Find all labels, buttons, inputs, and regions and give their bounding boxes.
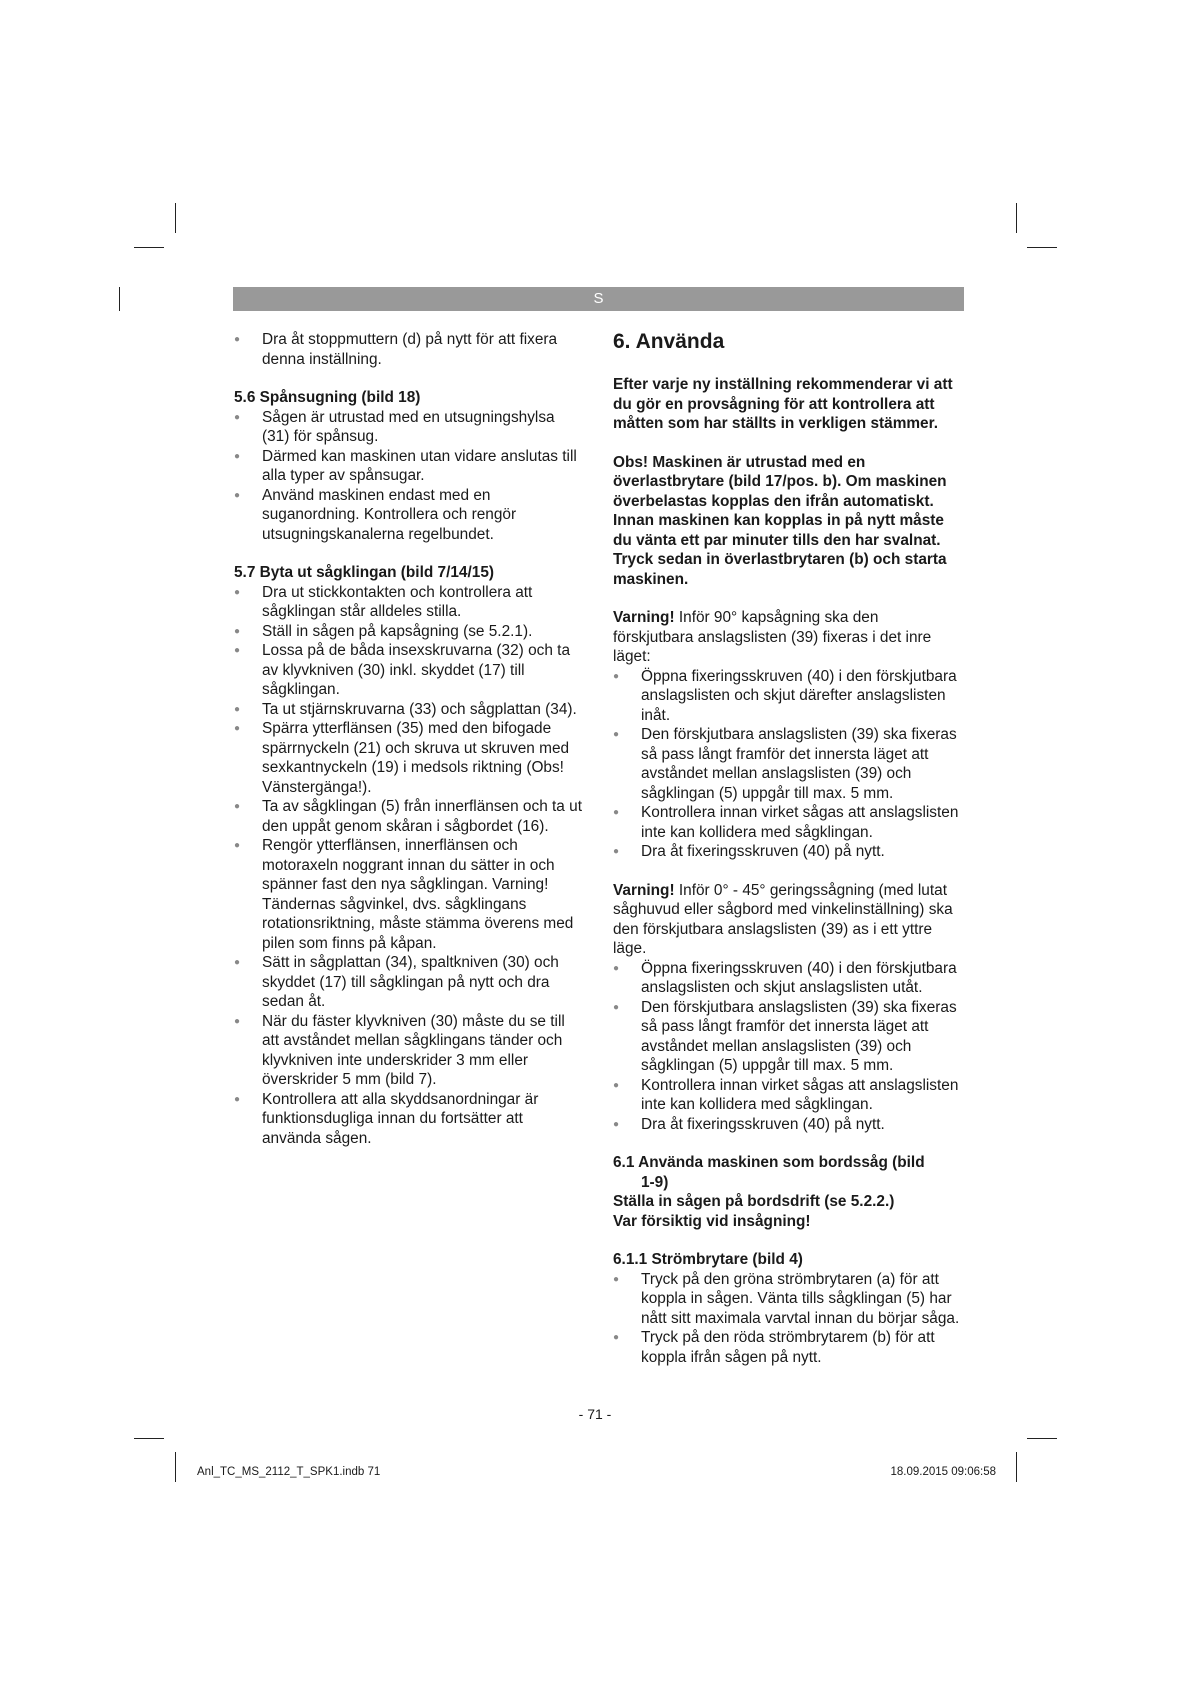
list-item: ● Ta ut stjärnskruvarna (33) och sågplattan (34). bbox=[234, 700, 586, 720]
section-heading-6-1: 6.1 Använda maskinen som bordssåg (bild bbox=[613, 1154, 925, 1171]
section-6-1-subheading: Ställa in sågen på bordsdrift (se 5.2.2.) bbox=[613, 1193, 895, 1210]
crop-mark bbox=[1027, 1438, 1057, 1439]
list-item: ● Tryck på den gröna strömbrytaren (a) för att koppla in sågen. Vänta tills sågklingan (5) har nått sitt maximala varvtal innan du börjar såga. bbox=[613, 1270, 963, 1329]
list-item: ● Tryck på den röda strömbrytarem (b) för att koppla ifrån sågen på nytt. bbox=[613, 1328, 963, 1367]
crop-mark bbox=[119, 287, 120, 311]
warning-text: Inför 0° - 45° geringssågning (med lutat såghuvud eller sågbord med vinkelinställning) ska den förskjutbara anslagslisten (39) as i ett yttre läge. bbox=[613, 881, 953, 957]
section-5-7-list bbox=[234, 583, 586, 1149]
recommendation-paragraph: Efter varje ny inställning rekommenderar vi att du gör en provsågning för att kontrollera att måtten som har ställts in verkligen stämmer. bbox=[613, 376, 953, 432]
section-heading-5-6: 5.6 Spånsugning (bild 18) bbox=[234, 389, 421, 406]
section-6-1-1-list bbox=[613, 1270, 963, 1368]
list-item: ● Ställ in sågen på kapsågning (se 5.2.1). bbox=[234, 622, 586, 642]
crop-mark bbox=[134, 1438, 164, 1439]
list-item: ● Öppna fixeringsskruven (40) i den förskjutbara anslagslisten och skjut anslagslisten utåt. bbox=[613, 959, 963, 998]
list-item: ● Dra åt fixeringsskruven (40) på nytt. bbox=[613, 1115, 963, 1135]
list-item: ● Använd maskinen endast med en suganordning. Kontrollera och rengör utsugningskanalerna regelbundet. bbox=[234, 486, 586, 545]
list-item: ● Den förskjutbara anslagslisten (39) ska fixeras så pass långt framför det innersta läget att avståndet mellan anslagslisten (39) och sågklingan (5) uppgår till max. 5 mm. bbox=[613, 998, 963, 1076]
language-label: S bbox=[593, 290, 604, 307]
overload-notice-paragraph: Obs! Maskinen är utrustad med en överlastbrytare (bild 17/pos. b). Om maskinen överbelastas kopplas den ifrån automatiskt. Innan maskinen kan kopplas in på nytt måste du vänta ett par minuter tills den har svalnat. Tryck sedan in överlastbrytaren (b) och starta maskinen. bbox=[613, 453, 947, 588]
right-column bbox=[613, 330, 963, 1367]
warning-45-paragraph bbox=[613, 881, 963, 959]
chapter-title: 6. Använda bbox=[613, 330, 725, 353]
warning-90-list bbox=[613, 667, 963, 862]
list-item: ● Kontrollera att alla skyddsanordningar är funktionsdugliga innan du fortsätter att använda sågen. bbox=[234, 1090, 586, 1149]
warning-45-list bbox=[613, 959, 963, 1135]
list-item: ● Ta av sågklingan (5) från innerflänsen och ta ut den uppåt genom skåran i sågbordet (16). bbox=[234, 797, 586, 836]
list-item: ● Sätt in sågplattan (34), spaltkniven (30) och skyddet (17) till sågklingan på nytt och dra sedan åt. bbox=[234, 953, 586, 1012]
warning-90-paragraph bbox=[613, 608, 963, 667]
list-item: ● Kontrollera innan virket sågas att anslagslisten inte kan kollidera med sågklingan. bbox=[613, 1076, 963, 1115]
print-slug-filename: Anl_TC_MS_2112_T_SPK1.indb 71 bbox=[197, 1466, 381, 1478]
list-item: ● Kontrollera innan virket sågas att anslagslisten inte kan kollidera med sågklingan. bbox=[613, 803, 963, 842]
warning-text: Inför 90° kapsågning ska den förskjutbara anslagslisten (39) fixeras i det inre läget: bbox=[613, 609, 932, 665]
crop-mark bbox=[1016, 1452, 1017, 1482]
section-5-6-list bbox=[234, 408, 586, 545]
section-heading-6-1-cont: 1-9) bbox=[641, 1173, 669, 1191]
list-item: ● Sågen är utrustad med en utsugningshylsa (31) för spånsug. bbox=[234, 408, 586, 447]
list-item: ● Spärra ytterflänsen (35) med den bifogade spärrnyckeln (21) och skruva ut skruven med sexkantnyckeln (19) i medsols riktning (Obs! Vänstergänga!). bbox=[234, 719, 586, 797]
section-6-1-caution: Var försiktig vid insågning! bbox=[613, 1212, 811, 1230]
crop-mark bbox=[134, 247, 164, 248]
list-item: ● Den förskjutbara anslagslisten (39) ska fixeras så pass långt framför det innersta läget att avståndet mellan anslagslisten (39) och sågklingan (5) uppgår till max. 5 mm. bbox=[613, 725, 963, 803]
section-heading-5-7: 5.7 Byta ut sågklingan (bild 7/14/15) bbox=[234, 564, 495, 581]
intro-list bbox=[234, 330, 586, 369]
section-heading-6-1-1: 6.1.1 Strömbrytare (bild 4) bbox=[613, 1251, 803, 1268]
list-item: ● Lossa på de båda insexskruvarna (32) och ta av klyvkniven (30) inkl. skyddet (17) till sågklingan. bbox=[234, 641, 586, 700]
list-item: ● Dra åt stoppmuttern (d) på nytt för att fixera denna inställning. bbox=[234, 330, 586, 369]
list-item: ● När du fäster klyvkniven (30) måste du se till att avståndet mellan sågklingans tänder och klyvkniven inte underskrider 3 mm eller överskrider 5 mm (bild 7). bbox=[234, 1012, 586, 1090]
crop-mark bbox=[175, 203, 176, 233]
page-number: - 71 - bbox=[578, 1406, 612, 1422]
crop-mark bbox=[1016, 203, 1017, 233]
list-item: ● Rengör ytterflänsen, innerflänsen och motoraxeln noggrant innan du sätter in och spänner fast den nya sågklingan. Varning! Tändernas sågvinkel, dvs. sågklingans rotationsriktning, måste stämma överens med pilen som finns på kåpan. bbox=[234, 836, 586, 953]
list-item: ● Dra ut stickkontakten och kontrollera att sågklingan står alldeles stilla. bbox=[234, 583, 586, 622]
warning-label: Varning! bbox=[613, 881, 675, 899]
list-item: ● Därmed kan maskinen utan vidare anslutas till alla typer av spånsugar. bbox=[234, 447, 586, 486]
crop-mark bbox=[175, 1452, 176, 1482]
list-item: ● Öppna fixeringsskruven (40) i den förskjutbara anslagslisten och skjut därefter anslagslisten inåt. bbox=[613, 667, 963, 726]
list-item: ● Dra åt fixeringsskruven (40) på nytt. bbox=[613, 842, 963, 862]
warning-label: Varning! bbox=[613, 609, 675, 626]
left-column bbox=[234, 330, 586, 1148]
print-slug-timestamp: 18.09.2015 09:06:58 bbox=[890, 1466, 996, 1478]
crop-mark bbox=[1027, 247, 1057, 248]
language-header-bar bbox=[233, 287, 964, 311]
